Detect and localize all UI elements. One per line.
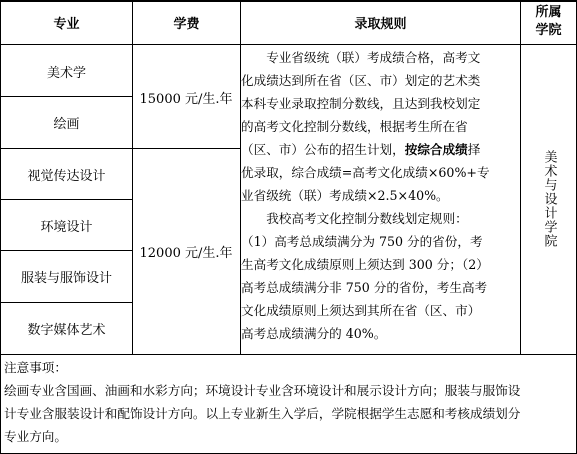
- notes-divider: [0, 354, 577, 355]
- rules-line: 文化成绩原则上须达到其所在省（区、市）: [241, 303, 481, 318]
- col-divider: [132, 0, 133, 354]
- rules-text: （区、市）公布的招生计划，: [241, 142, 405, 157]
- header-rules: 录取规则: [354, 16, 407, 32]
- rules-line: 业省级统（联）考成绩×2.5×40%。: [241, 188, 449, 203]
- header-college-line2: 学院: [535, 23, 562, 38]
- rules-line: 的高考文化控制分数线，根据考生所在省: [241, 119, 468, 134]
- rules-line: [241, 138, 519, 161]
- college-name: 美术与设计学院: [541, 150, 557, 248]
- header-college: [521, 0, 576, 44]
- fee-cell: 12000 元/生.年: [139, 246, 233, 261]
- notes-line: 绘画专业含国画、油画和水彩方向；环境设计专业含环境设计和展示设计方向；服装与服饰设: [4, 383, 521, 398]
- major-cell: 绘画: [53, 117, 80, 132]
- header-major: 专业: [53, 16, 80, 32]
- fee-cell: 15000 元/生.年: [139, 91, 233, 107]
- rules-line: 本科专业录取控制分数线，且达到我校划定: [241, 96, 481, 111]
- header-divider: [0, 44, 577, 45]
- notes-line: 专业方向。: [4, 429, 67, 444]
- rules-line: 化成绩达到所在省（区、市）划定的艺术类: [241, 73, 481, 88]
- major-cell: 环境设计: [40, 219, 93, 235]
- header-fee: 学费: [173, 16, 200, 32]
- table-border-left: [0, 0, 1, 454]
- major-cell: 服装与服饰设计: [20, 271, 112, 286]
- rules-line: 高考总成绩满分非 750 分的省份，考生高考: [241, 280, 488, 295]
- rules-bold-phrase: 按综合成绩: [404, 142, 468, 157]
- rules-text: 择: [467, 142, 481, 157]
- notes-section: [4, 356, 574, 448]
- notes-title: 注意事项：: [4, 360, 67, 375]
- rules-line: （1）高考总成绩满分为 750 分的省份，考: [241, 234, 483, 249]
- major-cell: 美术学: [46, 65, 86, 81]
- major-cell: 数字媒体艺术: [27, 323, 106, 338]
- admission-rules: [241, 46, 519, 345]
- major-cell: 视觉传达设计: [27, 168, 106, 184]
- header-college-line1: 所属: [535, 5, 562, 20]
- rules-line: 高考总成绩满分的 40%。: [241, 326, 387, 341]
- notes-line: 计专业含服装设计和配饰设计方向。以上专业新生入学后，学院根据学生志愿和考核成绩划分: [4, 406, 521, 421]
- rules-line: 专业省级统（联）考成绩合格，高考文: [266, 50, 481, 65]
- college-cell: [522, 46, 576, 352]
- col-divider: [520, 0, 521, 354]
- rules-line: 我校高考文化控制分数线划定规则：: [266, 211, 468, 226]
- rules-line: 生高考文化成绩原则上须达到 300 分；（2）: [241, 257, 489, 272]
- rules-line: 优录取，综合成绩=高考文化成绩×60%+专: [241, 165, 490, 180]
